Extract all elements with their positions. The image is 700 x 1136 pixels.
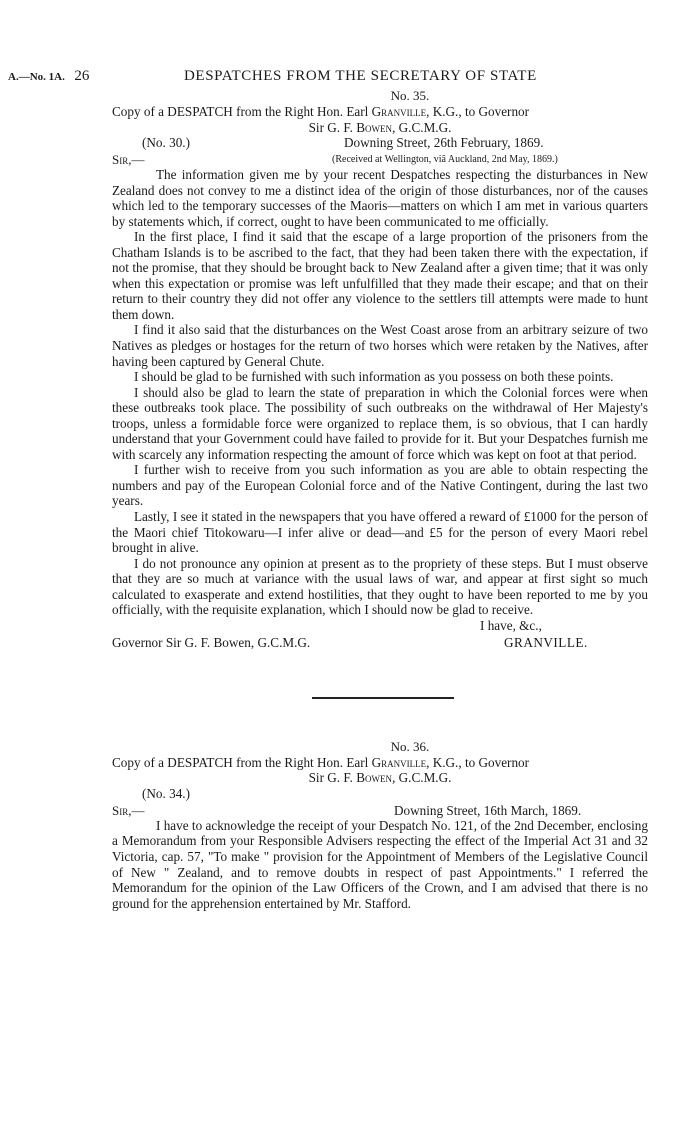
despatch-number: No. 36. bbox=[390, 738, 430, 754]
salutation-line bbox=[112, 152, 648, 167]
despatch-number: No. 35. bbox=[390, 88, 430, 103]
paragraph: In the first place, I find it said that the escape of a large proportion of the prisoners from the Chatham Islands is to be ascribed to the fact, that they had been taken there with the expectation, if not the promise, that they should be brought back to New Zealand after a given time; that it was only when this expectation or promise was left unfulfilled that they made their escape; and that on their return to their country they did not offer any violence to the settlers till attempts were made to hunt them down. bbox=[112, 229, 648, 322]
despatch-ref: (No. 30.) bbox=[142, 135, 190, 150]
recipient-suffix: , G.C.M.G. bbox=[392, 770, 452, 786]
heading-text-mid: , K.G., to Governor bbox=[426, 104, 530, 119]
despatch-35 bbox=[112, 88, 648, 653]
despatch-meta bbox=[112, 135, 648, 152]
heading-recipient-line bbox=[112, 770, 648, 786]
recipient-suffix: , G.C.M.G. bbox=[392, 119, 452, 135]
page-number: 26 bbox=[74, 68, 90, 84]
despatch-heading bbox=[112, 104, 648, 135]
paragraph: The information given me by your recent Despatches respecting the disturbances in New Zealand does not convey to me a distinct idea of the origin of those disturbances, nor of the causes which led to the temporary successes of the Maoris—matters on which I am met in various quarters by statements which, if correct, ought to have been communicated to me officially. bbox=[112, 167, 648, 229]
recipient-name: Bowen bbox=[356, 119, 393, 135]
heading-text-mid: , K.G., to Governor bbox=[426, 754, 530, 770]
despatch-heading bbox=[112, 755, 648, 786]
heading-sender: Granville bbox=[371, 754, 427, 770]
despatch-date: Downing Street, 26th February, 1869. bbox=[344, 135, 544, 150]
addressee: Governor Sir G. F. Bowen, G.C.M.G. bbox=[112, 634, 311, 650]
paragraph: I do not pronounce any opinion at present as to the propriety of these steps. But I must observe that they are so much at variance with the usual laws of war, and appear at first sight so much calculated to exasperate and extend hostilities, that they ought to have been reported to me by you officially, with the requisite explanation, which I should now be glad to receive. bbox=[112, 555, 648, 618]
heading-text: Copy of a DESPATCH from the Right Hon. Earl bbox=[112, 754, 372, 770]
despatch-ref: (No. 34.) bbox=[142, 785, 190, 801]
salutation: Sir,— bbox=[112, 152, 145, 167]
recipient-prefix: Sir G. F. bbox=[308, 770, 357, 786]
paragraph: I should be glad to be furnished with such information as you possess on both these points. bbox=[134, 369, 614, 385]
document-reference: A.—No. 1A. bbox=[8, 71, 65, 83]
document-body bbox=[112, 88, 648, 911]
received-note: (Received at Wellington, viâ Auckland, 2nd May, 1869.) bbox=[332, 154, 558, 165]
salutation-line bbox=[112, 803, 648, 818]
recipient-prefix: Sir G. F. bbox=[308, 119, 357, 135]
despatch-36 bbox=[112, 739, 648, 911]
closing-line bbox=[112, 618, 648, 635]
signature: GRANVILLE. bbox=[504, 634, 588, 650]
recipient-name: Bowen bbox=[356, 770, 393, 786]
paragraph: I further wish to receive from you such information as you are able to obtain respecting the numbers and pay of the European Colonial force and of the Native Contingent, during the last two years. bbox=[112, 462, 648, 509]
paragraph: Lastly, I see it stated in the newspapers that you have offered a reward of £1000 for the person of the Maori chief Titokowaru—I infer alive or dead—and £5 for the person of every Maori rebel brought in alive. bbox=[112, 509, 648, 556]
page-header bbox=[8, 68, 668, 85]
running-title: DESPATCHES FROM THE SECRETARY OF STATE bbox=[184, 68, 537, 84]
despatch-meta bbox=[112, 786, 648, 803]
heading-text: Copy of a DESPATCH from the Right Hon. Earl bbox=[112, 104, 372, 119]
signoff-line bbox=[112, 635, 648, 653]
paragraph: I have to acknowledge the receipt of your Despatch No. 121, of the 2nd December, enclosing a Memorandum from your Responsible Advisers respecting the effect of the Imperial Act 31 and 32 Victoria, cap. 57, "To make " provision for the Appointment of Members of the Legislative Council of New " Zealand, and to remove doubts in respect of past Appointments." I referred the Memorandum for the opinion of the Law Officers of the Crown, and I am advised that there is no ground for the apprehension entertained by Mr. Stafford. bbox=[112, 817, 648, 911]
paragraph: I find it also said that the disturbances on the West Coast arose from an arbitrary seizure of two Natives as pledges or hostages for the return of two horses which were retaken by the Natives, after having been captured by General Chute. bbox=[112, 322, 648, 369]
despatch-date: Downing Street, 16th March, 1869. bbox=[394, 802, 582, 818]
salutation: Sir,— bbox=[112, 802, 145, 818]
closing-phrase: I have, &c., bbox=[480, 617, 542, 633]
heading-recipient-line bbox=[112, 120, 648, 136]
divider-spacing bbox=[112, 699, 648, 739]
heading-sender: Granville bbox=[371, 104, 427, 119]
paragraph: I should also be glad to learn the state of preparation in which the Colonial forces were when these outbreaks took place. The possibility of such outbreaks on the withdrawal of Her Majesty's troops, unless a formidable force were organized to replace them, is so obvious, that I can hardly understand that your Government could have failed to provide for it. But your Despatches furnish me with scarcely any information respecting the amount of force which was kept on foot at that period. bbox=[112, 384, 648, 462]
